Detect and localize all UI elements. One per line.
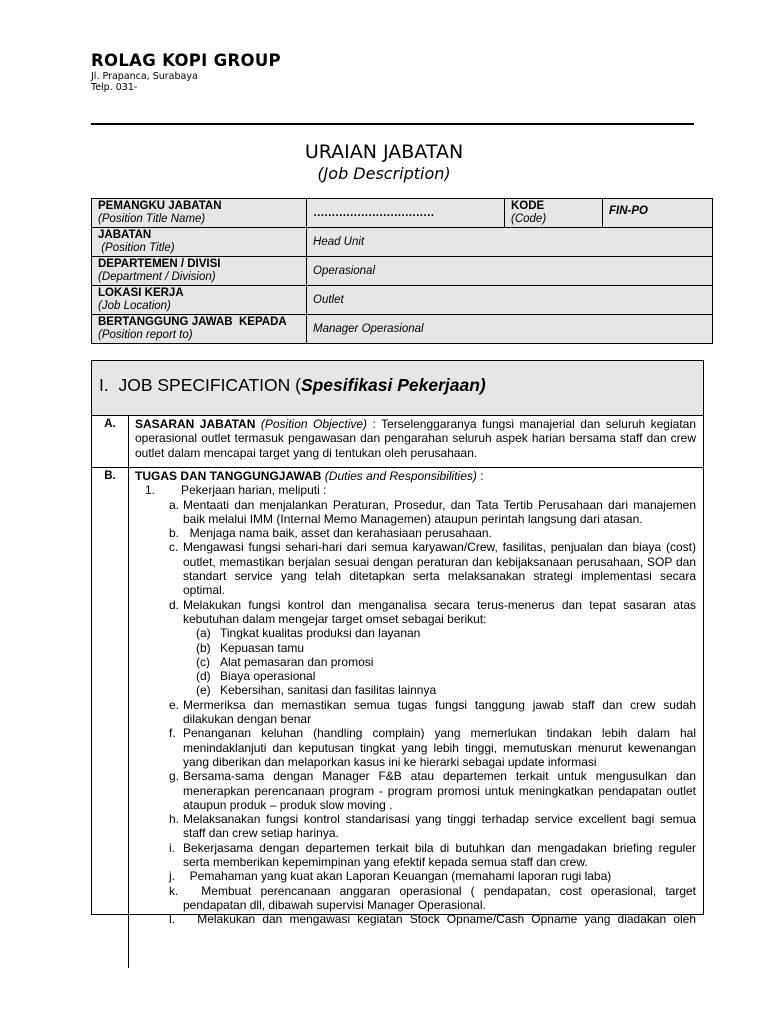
lokasi-label-cell	[92, 286, 307, 315]
document-subtitle: (Job Description)	[317, 164, 451, 183]
list-item	[135, 669, 696, 683]
list-item	[135, 812, 696, 841]
jabatan-value: Head Unit	[307, 228, 713, 257]
report-to-value: Manager Operasional	[307, 315, 713, 344]
list-text: Pekerjaan harian, meliputi :	[181, 483, 327, 498]
list-text: Kepuasan tamu	[220, 640, 305, 655]
position-objective	[129, 416, 703, 467]
list-text: Mengawasi fungsi sehari-hari dari semua karyawan/Crew, fasilitas, penjualan dan biaya (cost) outlet, memastikan berjalan sesuai dengan peraturan dan kebijaksanaan perusahaan, SOP dan standart service yang telah ditetapkan serta melaksanakan strategi implementasi secara optimal.	[183, 540, 696, 598]
list-text: Menjaga nama baik, asset dan kerahasiaan perusahaan.	[189, 526, 492, 541]
objective-text: : Terselenggaranya fungsi manajerial dan seluruh kegiatan operasional outlet termasuk pengawasan dan pengarahan seluruh aspek harian bersama staff dan crew outlet dalam mencapai target yang di tentukan oleh perusahaan.	[135, 417, 697, 460]
list-marker: d.	[169, 597, 180, 612]
list-item	[135, 912, 696, 926]
list-item	[135, 626, 696, 640]
row-b-marker: B.	[92, 468, 129, 968]
header-divider	[91, 123, 694, 125]
list-text: Melakukan dan mengawasi kegiatan Stock Opname/Cash Opname yang diadakan oleh	[197, 912, 697, 927]
report-to-label: BERTANGGUNG JAWAB KEPADA	[98, 316, 287, 328]
report-to-sublabel: (Position report to)	[98, 329, 193, 341]
table-row	[92, 286, 713, 315]
list-marker: i.	[169, 840, 175, 855]
list-text: Tingkat kualitas produksi dan layanan	[220, 626, 421, 641]
jabatan-label-cell	[92, 228, 307, 257]
company-name: ROLAG KOPI GROUP	[91, 51, 281, 70]
list-item	[135, 641, 696, 655]
list-marker: l.	[169, 912, 175, 927]
list-text: Pemahaman yang kuat akan Laporan Keuangan (memahami laporan rugi laba)	[189, 869, 612, 884]
list-marker: j.	[169, 869, 175, 884]
kode-label-cell	[505, 199, 603, 228]
list-marker: (d)	[196, 669, 211, 684]
list-text: Melakukan fungsi kontrol dan menganalisa secara terus-menerus dan tepat sasaran atas kebutuhan dalam mengejar target omset sebagai berikut:	[183, 597, 696, 626]
list-text: Penanganan keluhan (handling complain) yang memerlukan tindakan lebih dalam hal menindaklanjuti dan keputusan tingkat yang lebih tinggi, memutuskan menurut kewenangan yang diberikan dan melaporkan kasus ini ke hierarki sebagai update informasi	[183, 726, 696, 769]
list-text: Biaya operasional	[220, 669, 316, 684]
list-text: Mentaati dan menjalankan Peraturan, Prosedur, dan Tata Tertib Perusahaan dari manajemen baik melalui IMM (Internal Memo Managemen) ataupun perintah langsung dari atasan.	[183, 497, 696, 526]
job-specification-section	[91, 360, 704, 927]
list-item	[135, 698, 696, 727]
list-marker: c.	[169, 540, 179, 555]
list-text: Membuat perencanaan anggaran operasional ( pendapatan, cost operasional, target pendapatan dll, dibawah supervisi Manager Operasional.	[183, 883, 697, 912]
duties-label: TUGAS DAN TANGGUNGJAWAB	[135, 469, 322, 483]
list-text: Bersama-sama dengan Manager F&B atau departemen terkait untuk mengusulkan dan menerapkan perencanaan program - program promosi untuk meningkatkan pendapatan outlet ataupun produk – produk slow moving .	[183, 769, 696, 812]
list-item	[135, 483, 696, 497]
company-phone: Telp. 031-	[91, 82, 138, 93]
list-marker: b.	[169, 526, 180, 541]
list-marker: (a)	[196, 626, 211, 641]
departemen-sublabel: (Department / Division)	[98, 271, 216, 283]
list-marker: (c)	[196, 654, 210, 669]
table-row	[92, 257, 713, 286]
section-heading	[92, 361, 703, 416]
list-item	[135, 841, 696, 870]
departemen-label: DEPARTEMEN / DIVISI	[98, 258, 221, 270]
table-row	[92, 228, 713, 257]
objective-label: SASARAN JABATAN	[135, 417, 256, 431]
section-title: JOB SPECIFICATION (	[118, 375, 301, 395]
list-marker: (e)	[196, 683, 211, 698]
list-item	[135, 683, 696, 697]
pemangku-label-cell	[92, 199, 307, 228]
list-marker: g.	[169, 769, 180, 784]
list-marker: a.	[169, 497, 180, 512]
list-item	[135, 869, 696, 883]
duties-label-after: :	[476, 469, 484, 483]
list-text: Kebersihan, sanitasi dan fasilitas lainnya	[220, 683, 437, 698]
list-item	[135, 526, 696, 540]
table-row	[92, 315, 713, 344]
departemen-value: Operasional	[307, 257, 713, 286]
list-item	[135, 540, 696, 597]
pemangku-label: PEMANGKU JABATAN	[98, 200, 222, 212]
table-row	[92, 199, 713, 228]
list-text: Mermeriksa dan memastikan semua tugas fungsi tanggung jawab staff dan crew sudah dilakukan dengan benar	[183, 697, 696, 727]
list-text: Alat pemasaran dan promosi	[220, 654, 374, 669]
list-item	[135, 498, 696, 527]
pemangku-sublabel: (Position Title Name)	[98, 213, 206, 225]
jabatan-sublabel: (Position Title)	[98, 242, 175, 254]
list-marker: h.	[169, 812, 180, 827]
lokasi-sublabel: (Job Location)	[98, 300, 171, 312]
list-marker: (b)	[196, 640, 211, 655]
duties-heading	[135, 469, 696, 483]
kode-sublabel: (Code)	[511, 213, 547, 225]
report-to-label-cell	[92, 315, 307, 344]
list-item	[135, 598, 696, 627]
section-number: I.	[99, 375, 109, 395]
list-item	[135, 769, 696, 812]
list-item	[135, 884, 696, 913]
list-item	[135, 726, 696, 769]
list-text: Melaksanakan fungsi kontrol standarisasi yang tinggi terhadap service excellent bagi semua staff dan crew setiap harinya.	[183, 812, 696, 841]
table-row	[92, 468, 703, 968]
document-title: URAIAN JABATAN	[304, 141, 464, 163]
list-marker: 1.	[145, 483, 156, 498]
kode-value: FIN-PO	[603, 199, 713, 228]
objective-label-italic: (Position Objective)	[260, 417, 368, 431]
row-a-marker: A.	[92, 416, 129, 467]
list-marker: k.	[169, 883, 179, 898]
list-item	[135, 655, 696, 669]
kode-label: KODE	[511, 200, 545, 212]
jabatan-label: JABATAN	[98, 229, 152, 241]
position-info-table	[91, 198, 713, 344]
pemangku-value: ……………………………	[313, 206, 434, 219]
lokasi-label: LOKASI KERJA	[98, 287, 184, 299]
list-marker: f.	[169, 726, 176, 741]
list-text: Bekerjasama dengan departemen terkait bila di butuhkan dan mengadakan briefing reguler serta memberikan kepemimpinan yang efektif kepada semua staff dan crew.	[183, 840, 696, 870]
departemen-label-cell	[92, 257, 307, 286]
section-title-italic: Spesifikasi Pekerjaan)	[300, 375, 486, 395]
company-address: Jl. Prapanca, Surabaya	[91, 71, 198, 82]
duties-responsibilities	[129, 468, 703, 968]
lokasi-value: Outlet	[307, 286, 713, 315]
duties-label-italic: (Duties and Responsibilities)	[324, 469, 477, 483]
list-marker: e.	[169, 697, 180, 712]
pemangku-value-cell	[307, 199, 505, 228]
table-row	[92, 416, 703, 468]
